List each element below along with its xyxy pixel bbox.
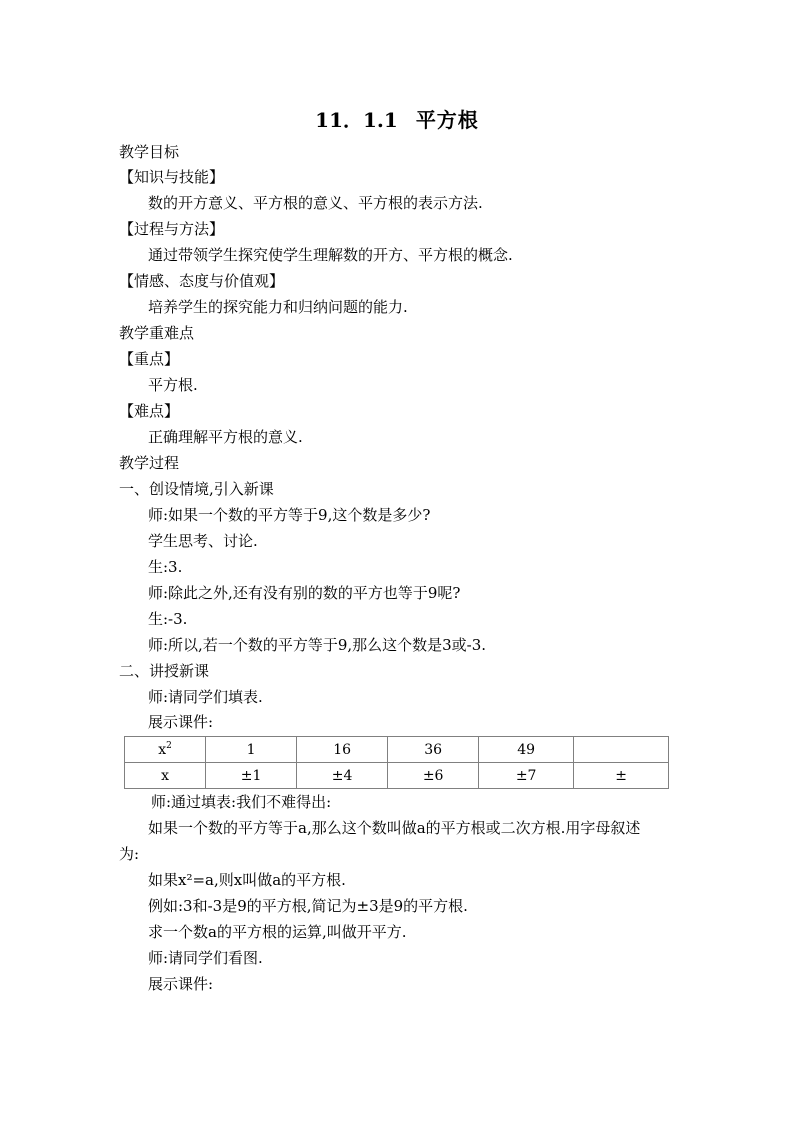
title-number: 11．1.1 (315, 108, 398, 132)
section1-line: 师:如果一个数的平方等于9,这个数是多少? (148, 506, 431, 524)
section1-line: 生:3. (148, 558, 183, 576)
section2-line: 为: (119, 845, 140, 863)
process-text: 通过带领学生探究使学生理解数的开方、平方根的概念. (148, 246, 513, 264)
section2-line: 如果一个数的平方等于a,那么这个数叫做a的平方根或二次方根.用字母叙述 (148, 819, 641, 837)
section2-heading: 二、讲授新课 (119, 662, 210, 680)
section1-line: 师:除此之外,还有没有别的数的平方也等于9呢? (148, 584, 461, 602)
section2-line: 师:通过填表:我们不难得出: (151, 793, 332, 811)
knowledge-heading: 【知识与技能】 (119, 168, 225, 186)
table-cell: ±1 (206, 763, 297, 789)
table-cell: 16 (297, 737, 388, 763)
title-text: 平方根 (415, 108, 479, 132)
keypoints-heading: 教学重难点 (119, 324, 195, 342)
focus-text: 平方根. (148, 376, 198, 394)
table-cell: 49 (479, 737, 574, 763)
table-row (125, 763, 669, 789)
difficulty-heading: 【难点】 (119, 402, 180, 420)
knowledge-text: 数的开方意义、平方根的意义、平方根的表示方法. (148, 194, 483, 212)
section2-line: 展示课件: (148, 975, 214, 993)
section1-heading: 一、创设情境,引入新课 (119, 480, 274, 498)
table-cell: ± (574, 763, 669, 789)
table-cell: 1 (206, 737, 297, 763)
table-cell: 36 (388, 737, 479, 763)
table-cell-header: x (125, 763, 206, 789)
focus-heading: 【重点】 (119, 350, 180, 368)
section2-line: 展示课件: (148, 713, 214, 731)
table-cell-header: $x^2$ (125, 737, 206, 763)
table-cell (574, 737, 669, 763)
section2-line: 师:请同学们填表. (148, 688, 263, 706)
process-heading: 【过程与方法】 (119, 220, 225, 238)
table-cell: ±7 (479, 763, 574, 789)
difficulty-text: 正确理解平方根的意义. (148, 428, 303, 446)
section1-line: 学生思考、讨论. (148, 532, 258, 550)
emotion-heading: 【情感、态度与价值观】 (119, 272, 285, 290)
objectives-heading: 教学目标 (119, 143, 180, 161)
section1-line: 生:-3. (148, 610, 188, 628)
section2-line: 求一个数a的平方根的运算,叫做开平方. (148, 923, 407, 941)
section2-line: 例如:3和-3是9的平方根,简记为±3是9的平方根. (148, 897, 468, 915)
section2-line: 如果x²=a,则x叫做a的平方根. (148, 871, 346, 889)
procedure-heading: 教学过程 (119, 454, 180, 472)
section2-line: 师:请同学们看图. (148, 949, 263, 967)
table-cell: ±6 (388, 763, 479, 789)
section1-line: 师:所以,若一个数的平方等于9,那么这个数是3或-3. (148, 636, 487, 654)
page-title (0, 104, 794, 133)
table-cell: ±4 (297, 763, 388, 789)
square-table (124, 736, 669, 789)
emotion-text: 培养学生的探究能力和归纳问题的能力. (148, 298, 408, 316)
table-row (125, 737, 669, 763)
